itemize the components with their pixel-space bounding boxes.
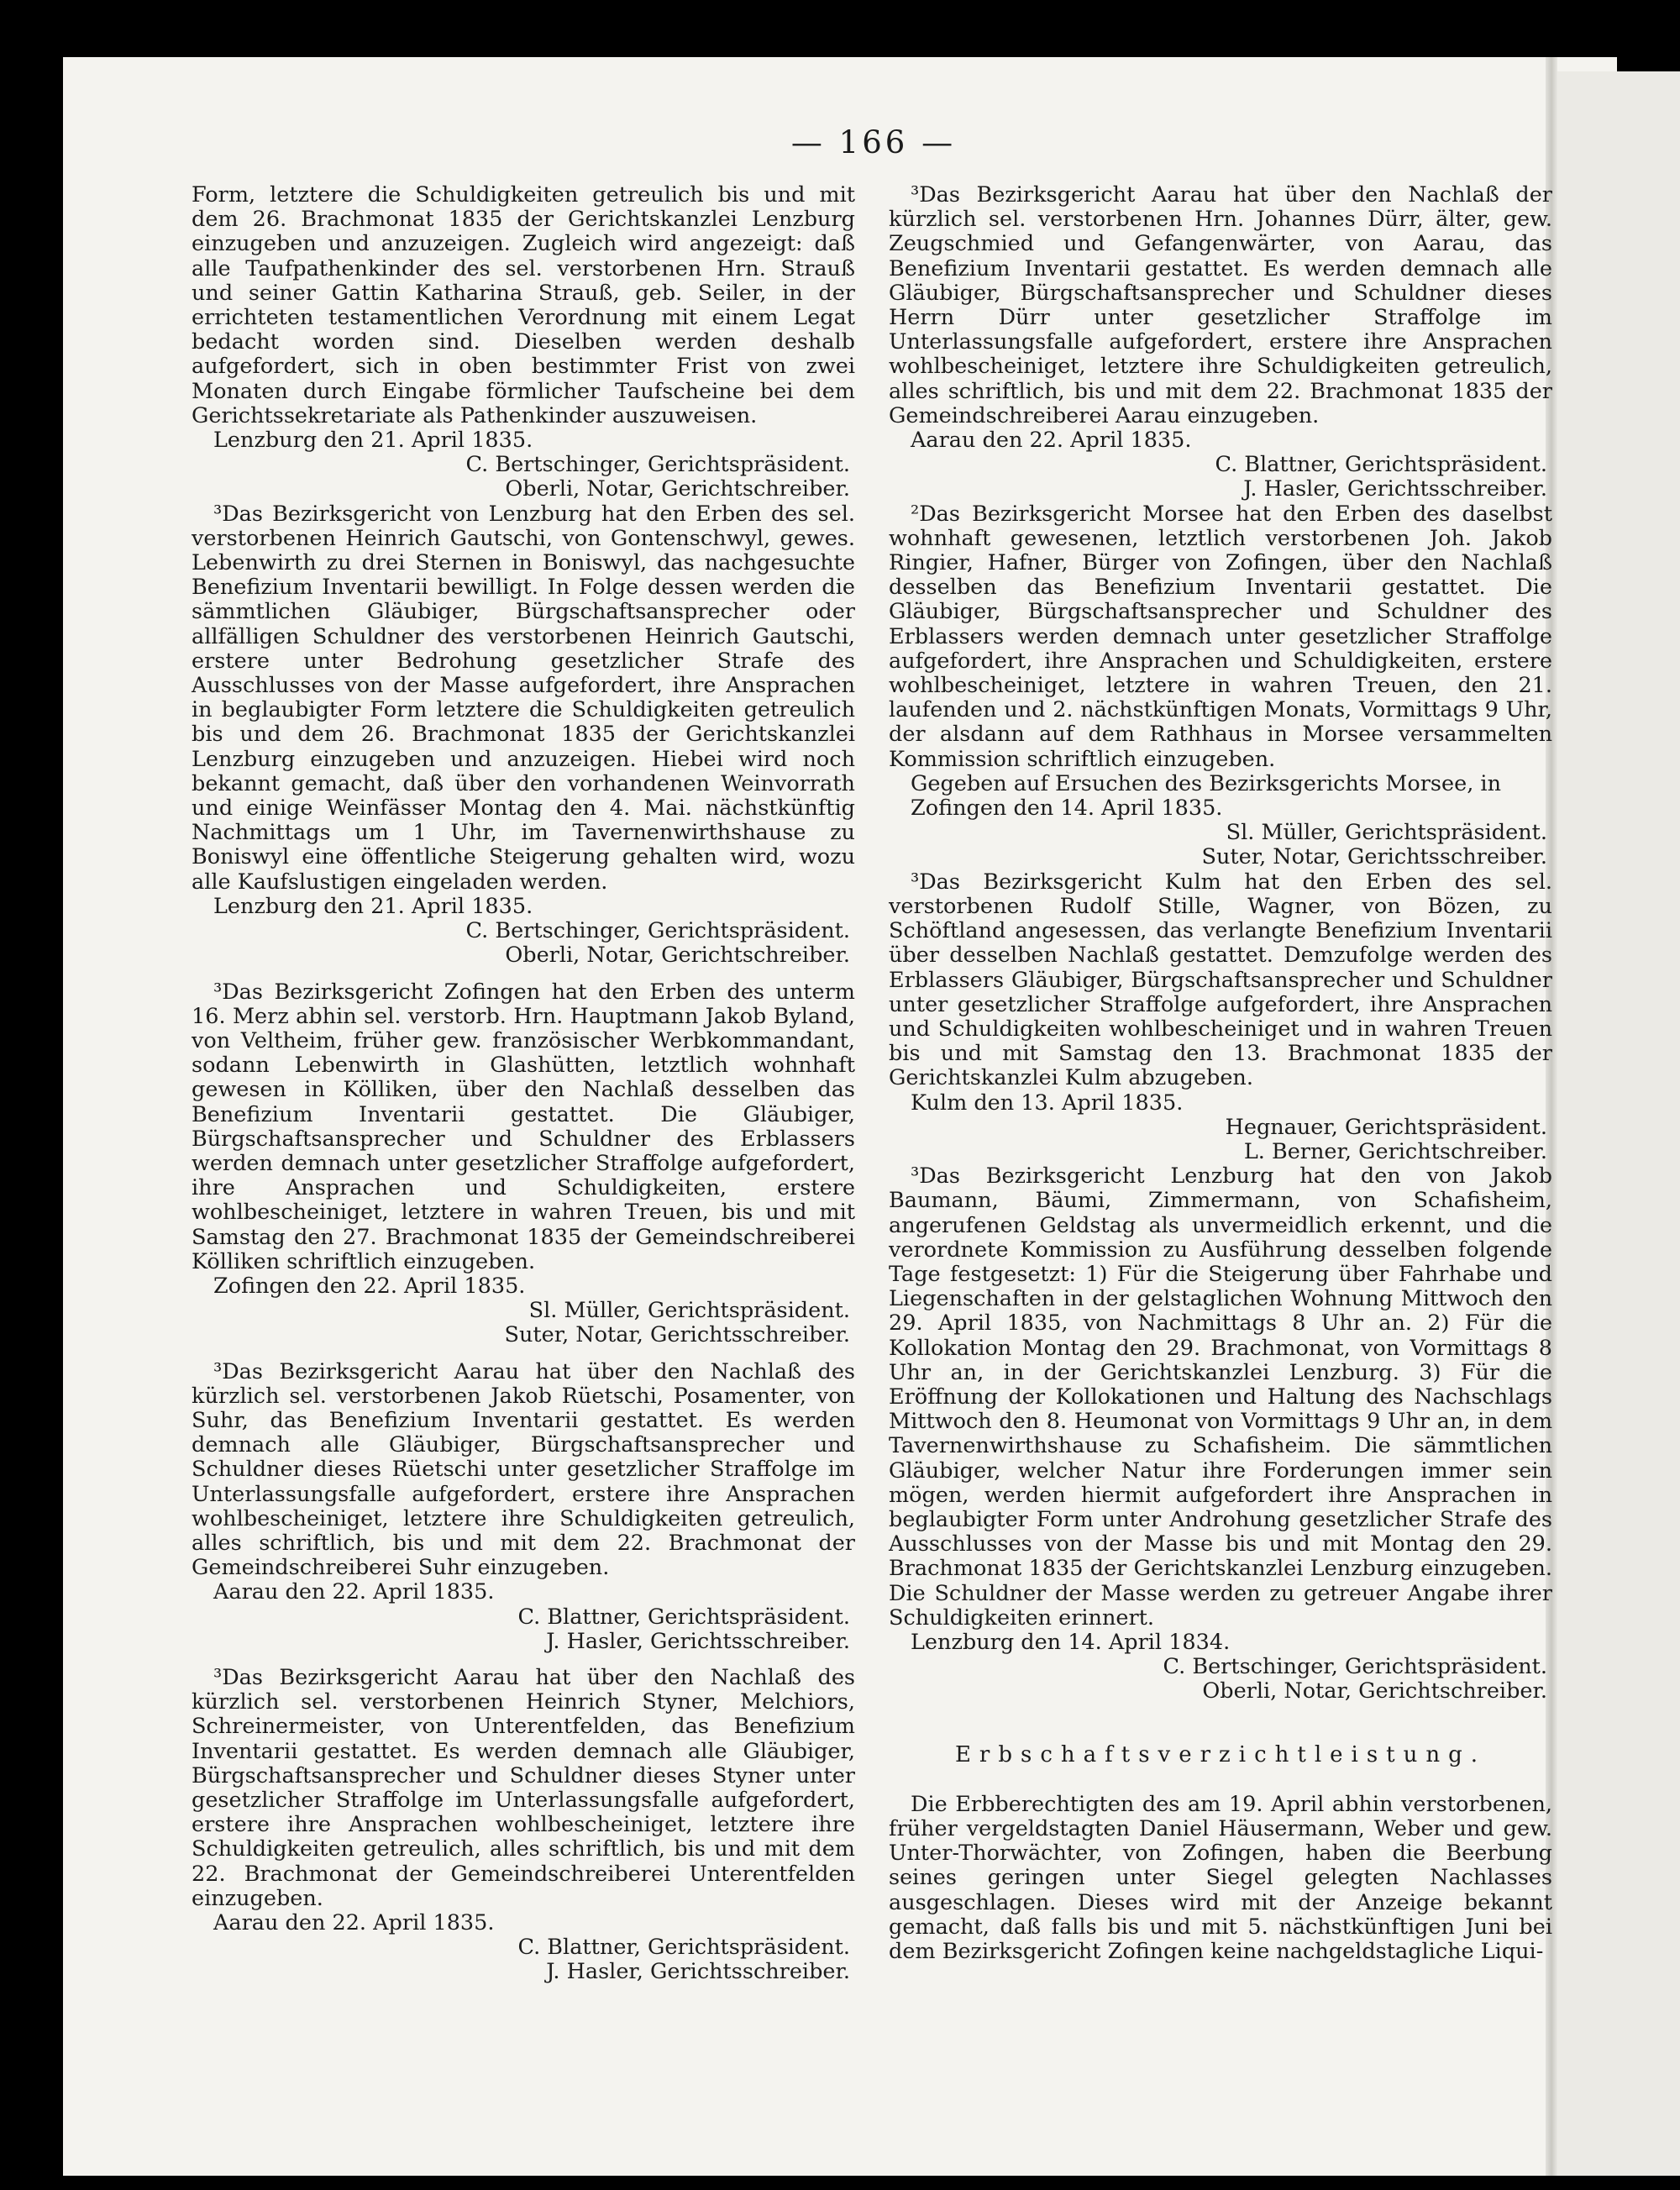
notice <box>192 980 855 1348</box>
notice-place-date: Kulm den 13. April 1835. <box>911 1090 1184 1116</box>
notice <box>192 1360 855 1654</box>
page-number: — 166 — <box>790 124 957 160</box>
right-column <box>889 183 1552 1964</box>
notice-signature-president: C. Blattner, Gerichtspräsident. <box>1215 452 1547 478</box>
notice-text: ³Das Bezirksgericht Zofingen hat den Erben des unterm 16. Merz abhin sel. verstorb. Hrn. Hauptmann Jakob Byland, von Veltheim, früher gew. französischer Werbkommandant, sodann Lebenwirth in Glashütten, letztlich wohnhaft gewesen in Kölliken, über den Nachlaß desselben das Benefizium Inventarii gestattet. Die Gläubiger, Bürgschaftsansprecher und Schuldner des Erblassers werden demnach unter gesetzlicher Straffolge aufgefordert, ihre Ansprachen und Schuldigkeiten, erstere wohlbescheiniget, letztere in wahren Treuen, bis und mit Samstag den 27. Brachmonat 1835 der Gemeindschreiberei Kölliken schriftlich einzugeben. <box>192 979 855 1274</box>
notice-place-date: Aarau den 22. April 1835. <box>213 1579 495 1605</box>
adjacent-page-edge <box>1557 71 1680 2176</box>
notice-place-date: Lenzburg den 14. April 1834. <box>911 1629 1231 1655</box>
notice-signature-clerk: Oberli, Notar, Gerichtschreiber. <box>505 943 850 969</box>
notice-signature-clerk: Suter, Notar, Gerichtsschreiber. <box>504 1322 850 1348</box>
notice-signature-president: Hegnauer, Gerichtspräsident. <box>1225 1114 1547 1140</box>
notice-signature-president: C. Blattner, Gerichtspräsident. <box>517 1604 850 1630</box>
left-column <box>192 183 855 1985</box>
notice-text: ³Das Bezirksgericht Lenzburg hat den von Jakob Baumann, Bäumi, Zimmermann, von Schafisheim, angerufenen Geldstag als unvermeidlich erkennt, und die verordnete Kommission zu Ausführung desselben folgende Tage festgesetzt: 1) Für die Steigerung über Fahrhabe und Liegenschaften in der gelstaglichen Wohnung Mittwoch den 29. April 1835, von Nachmittags 8 Uhr an. 2) Für die Kollokation Montag den 29. Brachmonat, von Vormittags 8 Uhr an, in der Gerichtskanzlei Lenzburg. 3) Für die Eröffnung der Kollokationen und Haltung des Nachschlags Mittwoch den 8. Heumonat von Vormittags 9 Uhr an, in dem Tavernenwirthshause zu Schafisheim. Die sämmtlichen Gläubiger, welcher Natur ihre Forderungen immer sein mögen, werden hiermit aufgefordert ihre Ansprachen in beglaubigter Form unter Androhung gesetzlicher Strafe des Ausschlusses von der Masse bis und mit Montag den 29. Brachmonat 1835 der Gerichtskanzlei Lenzburg einzugeben. Die Schuldner der Masse werden zu getreuer Angabe ihrer Schuldigkeiten erinnert. <box>889 1163 1552 1631</box>
notice-signature-president: Sl. Müller, Gerichtspräsident. <box>1226 820 1547 846</box>
section-text: Die Erbberechtigten des am 19. April abhin verstorbenen, früher vergeldstagten Daniel Häusermann, Weber und gew. Unter-Thorwächter, von Zofingen, haben die Beerbung seines geringen unter Siegel gelegten Nachlasses ausgeschlagen. Dieses wird mit der Anzeige bekannt gemacht, daß falls bis und mit 5. nächstkünftigen Juni bei dem Bezirksgericht Zofingen keine nachgeldstagliche Liqui- <box>889 1791 1552 1965</box>
continuation-signature-clerk: Oberli, Notar, Gerichtschreiber. <box>505 476 850 502</box>
notice-signature-president: C. Bertschinger, Gerichtspräsident. <box>465 918 850 944</box>
notice-signature-clerk: Oberli, Notar, Gerichtschreiber. <box>1202 1678 1547 1704</box>
notice <box>192 1666 855 1985</box>
notice-place-date: Aarau den 22. April 1835. <box>911 428 1192 454</box>
notice-place-date: Lenzburg den 21. April 1835. <box>213 893 533 919</box>
notice <box>192 502 855 969</box>
notice-signature-president: C. Blattner, Gerichtspräsident. <box>517 1935 850 1961</box>
notice-signature-clerk: L. Berner, Gerichtschreiber. <box>1243 1138 1547 1164</box>
notice <box>889 183 1552 502</box>
notice <box>889 870 1552 1164</box>
continuation-place-date: Lenzburg den 21. April 1835. <box>213 428 533 454</box>
continuation-signature-president: C. Bertschinger, Gerichtspräsident. <box>465 452 850 478</box>
notice-signature-president: C. Bertschinger, Gerichtspräsident. <box>1163 1654 1547 1680</box>
notice-text: ³Das Bezirksgericht Aarau hat über den Nachlaß des kürzlich sel. verstorbenen Heinrich Styner, Melchiors, Schreinermeister, von Unterentfelden, das Benefizium Inventarii gestattet. Es werden demnach alle Gläubiger, Bürgschaftsansprecher und Schuldner dieses Styner unter gesetzlicher Straffolge im Unterlassungsfalle aufgefordert, erstere ihre Ansprachen wohlbescheiniget, letztere ihre Schuldigkeiten getreulich, alles schriftlich, bis und mit dem 22. Brachmonat der Gemeindschreiberei Unterentfelden einzugeben. <box>192 1664 855 1911</box>
section-heading: Erbschaftsverzichtleistung. <box>954 1741 1487 1767</box>
continuation-text: Form, letztere die Schuldigkeiten getreulich bis und mit dem 26. Brachmonat 1835 der Gerichtskanzlei Lenzburg einzugeben und anzuzeigen. Zugleich wird angezeigt: daß alle Taufpathenkinder des sel. verstorbenen Hrn. Strauß und seiner Gattin Katharina Strauß, geb. Seiler, in der errichteten testamentlichen Verordnung mit einem Legat bedacht worden sind. Dieselben werden deshalb aufgefordert, sich in oben bestimmter Frist von zwei Monaten durch Eingabe förmlicher Taufscheine bei dem Gerichtssekretariate als Pathenkinder auszuweisen. <box>192 182 855 428</box>
notice-place-date: Aarau den 22. April 1835. <box>213 1910 495 1936</box>
notice <box>889 502 1552 870</box>
notice-signature-clerk: Suter, Notar, Gerichtsschreiber. <box>1201 844 1547 870</box>
notice-signature-clerk: J. Hasler, Gerichtsschreiber. <box>546 1628 850 1654</box>
notice-text: ³Das Bezirksgericht Kulm hat den Erben des sel. verstorbenen Rudolf Stille, Wagner, von Bözen, zu Schöftland angesessen, das verlangte Benefizium Inventarii über desselben Nachlaß gestattet. Demzufolge werden des Erblassers Gläubiger, Bürgschaftsansprecher und Schuldner unter gesetzlicher Straffolge aufgefordert, ihre Ansprachen und Schuldigkeiten wohlbescheiniget und in wahren Treuen bis und mit Samstag den 13. Brachmonat 1835 der Gerichtskanzlei Kulm abzugeben. <box>889 869 1552 1091</box>
notice-signature-clerk: J. Hasler, Gerichtsschreiber. <box>546 1959 850 1985</box>
notice-text: ³Das Bezirksgericht von Lenzburg hat den Erben des sel. verstorbenen Heinrich Gautschi, von Gontenschwyl, gewes. Lebenwirth zu drei Sternen in Boniswyl, das nachgesuchte Benefizium Inventarii bewilligt. In Folge dessen werden die sämmtlichen Gläubiger, Bürgschaftsansprecher oder allfälligen Schuldner des verstorbenen Heinrich Gautschi, erstere unter Bedrohung gesetzlicher Strafe des Ausschlusses von der Masse aufgefordert, ihre Ansprachen in beglaubigter Form letztere die Schuldigkeiten getreulich bis und dem 26. Brachmonat 1835 der Gerichtskanzlei Lenzburg einzugeben und anzuzeigen. Hiebei wird noch bekannt gemacht, daß über den vorhandenen Weinvorrath und einige Weinfässer Montag den 4. Mai. nächstkünftig Nachmittags um 1 Uhr, im Tavernenwirthshause zu Boniswyl eine öffentliche Steigerung gehalten wird, wozu alle Kaufslustigen eingeladen werden. <box>192 501 855 895</box>
notice-signature-president: Sl. Müller, Gerichtspräsident. <box>528 1298 850 1324</box>
notice-text: ²Das Bezirksgericht Morsee hat den Erben des daselbst wohnhaft gewesenen, letztlich verstorbenen Joh. Jakob Ringier, Hafner, Bürger von Zofingen, über den Nachlaß desselben das Benefizium Inventarii gestattet. Die Gläubiger, Bürgschaftsansprecher und Schuldner des Erblassers werden demnach unter gesetzlicher Straffolge aufgefordert, ihre Ansprachen und Schuldigkeiten, erstere wohlbescheiniget, letztere in wahren Treuen, den 21. laufenden und 2. nächstkünftigen Monats, Vormittags 9 Uhr, der alsdann auf dem Rathhaus in Morsee versammelten Kommission schriftlich einzugeben. <box>889 501 1552 772</box>
notice-place-date: Gegeben auf Ersuchen des Bezirksgerichts Morsee, in Zofingen den 14. April 1835. <box>911 770 1501 822</box>
notice-text: ³Das Bezirksgericht Aarau hat über den Nachlaß des kürzlich sel. verstorbenen Jakob Rüetschi, Posamenter, von Suhr, das Benefizium Inventarii gestattet. Es werden demnach alle Gläubiger, Bürgschaftsansprecher und Schuldner dieses Rüetschi unter gesetzlicher Straffolge im Unterlassungsfalle aufgefordert, erstere ihre Ansprachen wohlbescheiniget, letztere ihre Schuldigkeiten getreulich, alles schriftlich, bis und mit dem 22. Brachmonat der Gemeindschreiberei Suhr einzugeben. <box>192 1358 855 1581</box>
notice-signature-clerk: J. Hasler, Gerichtsschreiber. <box>1243 476 1547 502</box>
notice-text: ³Das Bezirksgericht Aarau hat über den Nachlaß der kürzlich sel. verstorbenen Hrn. Johannes Dürr, älter, gew. Zeugschmied und Gefangenwärter, von Aarau, das Benefizium Inventarii gestattet. Es werden demnach alle Gläubiger, Bürgschaftsansprecher und Schuldner dieses Herrn Dürr unter gesetzlicher Straffolge im Unterlassungsfalle aufgefordert, erstere ihre Ansprachen wohlbescheiniget, letztere ihre Schuldigkeiten getreulich, alles schriftlich, bis und mit dem 22. Brachmonat 1835 der Gemeindschreiberei Aarau einzugeben. <box>889 182 1552 428</box>
notice-place-date: Zofingen den 22. April 1835. <box>213 1273 526 1299</box>
notice <box>889 1164 1552 1704</box>
